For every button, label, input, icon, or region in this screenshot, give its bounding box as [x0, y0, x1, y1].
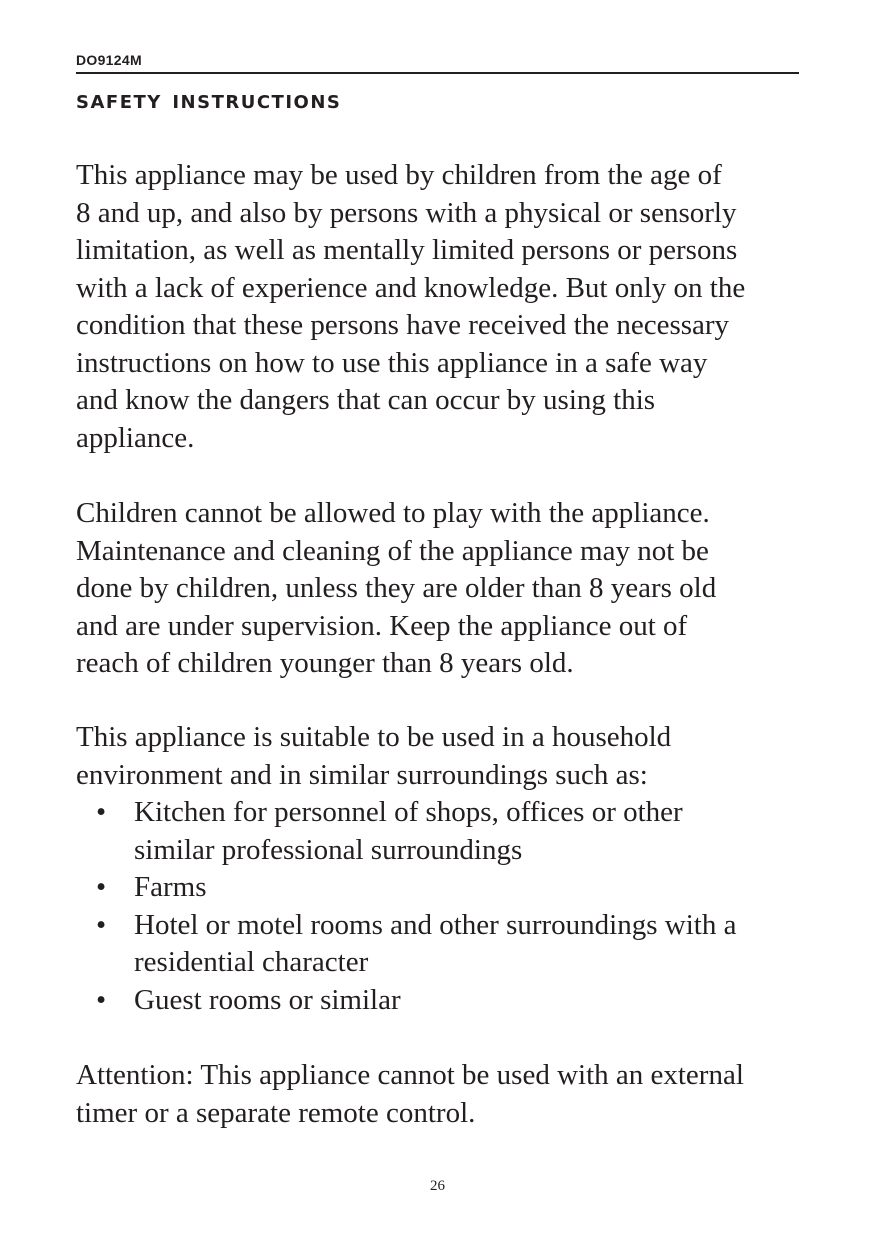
- paragraph-usage-environment: [76, 719, 806, 794]
- paragraph-line: This appliance is suitable to be used in a household: [76, 721, 672, 753]
- paragraph-line: limitation, as well as mentally limited persons or persons: [76, 234, 738, 266]
- list-item-line: Guest rooms or similar: [134, 983, 401, 1016]
- list-item: [76, 869, 806, 907]
- paragraph-children: [76, 495, 806, 683]
- list-item: [76, 982, 806, 1020]
- page-number: 26: [430, 1178, 445, 1194]
- paragraph-line: reach of children younger than 8 years old.: [76, 647, 574, 679]
- paragraph-line: appliance.: [76, 421, 195, 454]
- list-item-line: Kitchen for personnel of shops, offices or other: [134, 796, 683, 828]
- bullet-icon: •: [96, 796, 107, 828]
- list-item-line: similar professional surroundings: [134, 833, 523, 866]
- list-item-line: residential character: [134, 946, 369, 978]
- model-code: DO9124M: [76, 52, 142, 68]
- bullet-icon: •: [96, 871, 107, 903]
- paragraph-line: Children cannot be allowed to play with the appliance.: [76, 497, 710, 529]
- paragraph-line: with a lack of experience and knowledge. But only on the: [76, 271, 746, 304]
- list-item: [76, 794, 806, 869]
- paragraph-line: Maintenance and cleaning of the appliance may not be: [76, 534, 709, 567]
- environment-list: [76, 794, 806, 1019]
- paragraph-age-requirements: [76, 157, 806, 457]
- paragraph-line: Attention: This appliance cannot be used with an external: [76, 1059, 744, 1091]
- list-item-line: Farms: [134, 871, 207, 903]
- paragraph-line: timer or a separate remote control.: [76, 1096, 476, 1129]
- paragraph-line: condition that these persons have received the necessary: [76, 309, 730, 341]
- paragraph-line: and know the dangers that can occur by using this: [76, 384, 656, 416]
- bullet-icon: •: [96, 983, 107, 1016]
- paragraph-attention: [76, 1057, 806, 1132]
- paragraph-line: This appliance may be used by children from the age of: [76, 159, 722, 191]
- list-item: [76, 907, 806, 982]
- paragraph-line: done by children, unless they are older than 8 years old: [76, 572, 717, 604]
- paragraph-line: and are under supervision. Keep the appliance out of: [76, 609, 688, 642]
- section-title: safety instructions: [76, 85, 342, 115]
- list-item-line: Hotel or motel rooms and other surroundings with a: [134, 908, 737, 941]
- bullet-icon: •: [96, 908, 107, 941]
- paragraph-line: instructions on how to use this appliance in a safe way: [76, 346, 708, 379]
- paragraph-line: environment and in similar surroundings such as:: [76, 758, 648, 791]
- header-divider: [76, 72, 799, 74]
- paragraph-line: 8 and up, and also by persons with a physical or sensorly: [76, 196, 737, 229]
